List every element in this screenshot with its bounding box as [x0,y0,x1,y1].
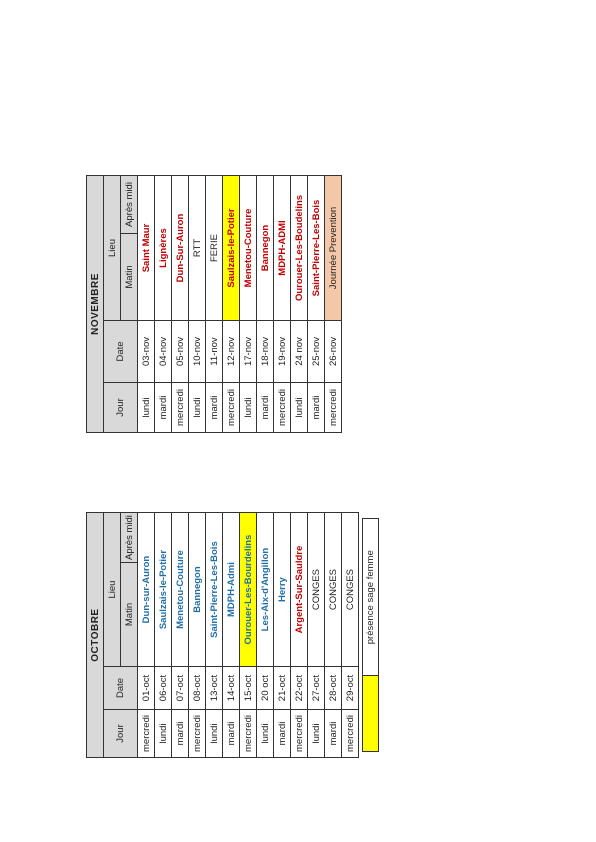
table-row [138,176,155,433]
day-cell: mardi [155,383,172,433]
date-cell: 08-oct [189,667,206,710]
location-cell: Saint-Pierre-Les-Bois [308,176,325,321]
location-cell: Bannegon [257,176,274,321]
date-header: Date [104,321,138,383]
date-cell: 11-nov [206,321,223,383]
day-cell: lundi [138,383,155,433]
day-cell: lundi [206,710,223,758]
matin-header: Matin [121,563,138,667]
table-row [308,176,325,433]
table-row [291,513,308,758]
lieu-header: Lieu [104,176,121,321]
date-cell: 15-oct [240,667,257,710]
table-row [189,176,206,433]
table-row [274,176,291,433]
table-row [240,176,257,433]
table-row [155,513,172,758]
novembre-rows [138,176,342,433]
day-cell: mardi [274,710,291,758]
table-row [291,176,308,433]
date-cell: 24 nov [291,321,308,383]
date-cell: 22-oct [291,667,308,710]
table-row [257,176,274,433]
month-title: OCTOBRE [87,513,104,758]
table-row [342,513,359,758]
location-cell: CONGES [325,513,342,667]
location-cell: Dun-sur-Auron [138,513,155,667]
date-cell: 19-nov [274,321,291,383]
location-cell: Saulzais-le-Potier [155,513,172,667]
day-cell: lundi [155,710,172,758]
date-header: Date [104,667,138,710]
table-row [240,513,257,758]
location-cell: Ourouer-Les-Bourdelins [240,513,257,667]
date-cell: 21-oct [274,667,291,710]
table-row [325,513,342,758]
day-cell: mardi [308,383,325,433]
date-cell: 29-oct [342,667,359,710]
lieu-header: Lieu [104,513,121,667]
octobre-rows [138,513,359,758]
day-cell: mercredi [291,710,308,758]
location-cell: Saulzais-le-Potier [223,176,240,321]
table-row [308,513,325,758]
legend-table [362,518,379,752]
location-cell: MDPH-ADMI [274,176,291,321]
day-cell: mercredi [240,710,257,758]
table-row [206,176,223,433]
day-cell: mercredi [223,383,240,433]
location-cell: FERIE [206,176,223,321]
day-cell: mercredi [138,710,155,758]
table-row [138,513,155,758]
day-cell: mercredi [189,710,206,758]
octobre-table [86,512,359,758]
table-row [223,176,240,433]
date-cell: 26-nov [325,321,342,383]
date-cell: 17-nov [240,321,257,383]
day-cell: mardi [206,383,223,433]
jour-header: Jour [104,710,138,758]
table-row [257,513,274,758]
table-row [172,513,189,758]
date-cell: 20 oct [257,667,274,710]
location-cell: RTT [189,176,206,321]
date-cell: 01-oct [138,667,155,710]
location-cell: CONGES [308,513,325,667]
octobre-schedule [86,512,359,758]
date-cell: 05-nov [172,321,189,383]
day-cell: lundi [257,710,274,758]
date-cell: 25-nov [308,321,325,383]
apres-midi-header: Après midi [121,513,138,563]
location-cell: Journée Prevention [325,176,342,321]
location-cell: MDPH-Admi [223,513,240,667]
day-cell: mercredi [342,710,359,758]
table-row [172,176,189,433]
novembre-table [86,175,342,433]
location-cell: Herry [274,513,291,667]
location-cell: Saint Maur [138,176,155,321]
apres-midi-header: Après midi [121,176,138,234]
legend-swatch [363,676,379,752]
date-cell: 12-nov [223,321,240,383]
jour-header: Jour [104,383,138,433]
location-cell: Argent-Sur-Sauldre [291,513,308,667]
date-cell: 28-oct [325,667,342,710]
day-cell: lundi [308,710,325,758]
day-cell: mardi [172,710,189,758]
date-cell: 14-oct [223,667,240,710]
day-cell: mercredi [172,383,189,433]
table-row [223,513,240,758]
novembre-schedule [86,175,342,433]
day-cell: lundi [240,383,257,433]
table-row [155,176,172,433]
date-cell: 18-nov [257,321,274,383]
location-cell: Saint-Pierre-Les-Bois [206,513,223,667]
date-cell: 06-oct [155,667,172,710]
date-cell: 13-oct [206,667,223,710]
location-cell: Ourouer-Les-Boudelins [291,176,308,321]
date-cell: 07-oct [172,667,189,710]
location-cell: Lignères [155,176,172,321]
day-cell: mardi [257,383,274,433]
table-row [189,513,206,758]
date-cell: 03-nov [138,321,155,383]
legend [362,518,379,752]
day-cell: mercredi [325,383,342,433]
table-row [274,513,291,758]
date-cell: 04-nov [155,321,172,383]
table-row [206,513,223,758]
day-cell: mardi [325,710,342,758]
location-cell: Menetou-Couture [240,176,257,321]
month-title: NOVEMBRE [87,176,104,433]
location-cell: Dun-Sur-Auron [172,176,189,321]
location-cell: Les-Aix-d'Angillon [257,513,274,667]
day-cell: mardi [223,710,240,758]
matin-header: Matin [121,234,138,321]
day-cell: lundi [189,383,206,433]
location-cell: CONGES [342,513,359,667]
date-cell: 10-nov [189,321,206,383]
day-cell: mercredi [274,383,291,433]
date-cell: 27-oct [308,667,325,710]
day-cell: lundi [291,383,308,433]
table-row [325,176,342,433]
location-cell: Bannegon [189,513,206,667]
legend-label: présence sage femme [363,519,379,676]
location-cell: Menetou-Couture [172,513,189,667]
